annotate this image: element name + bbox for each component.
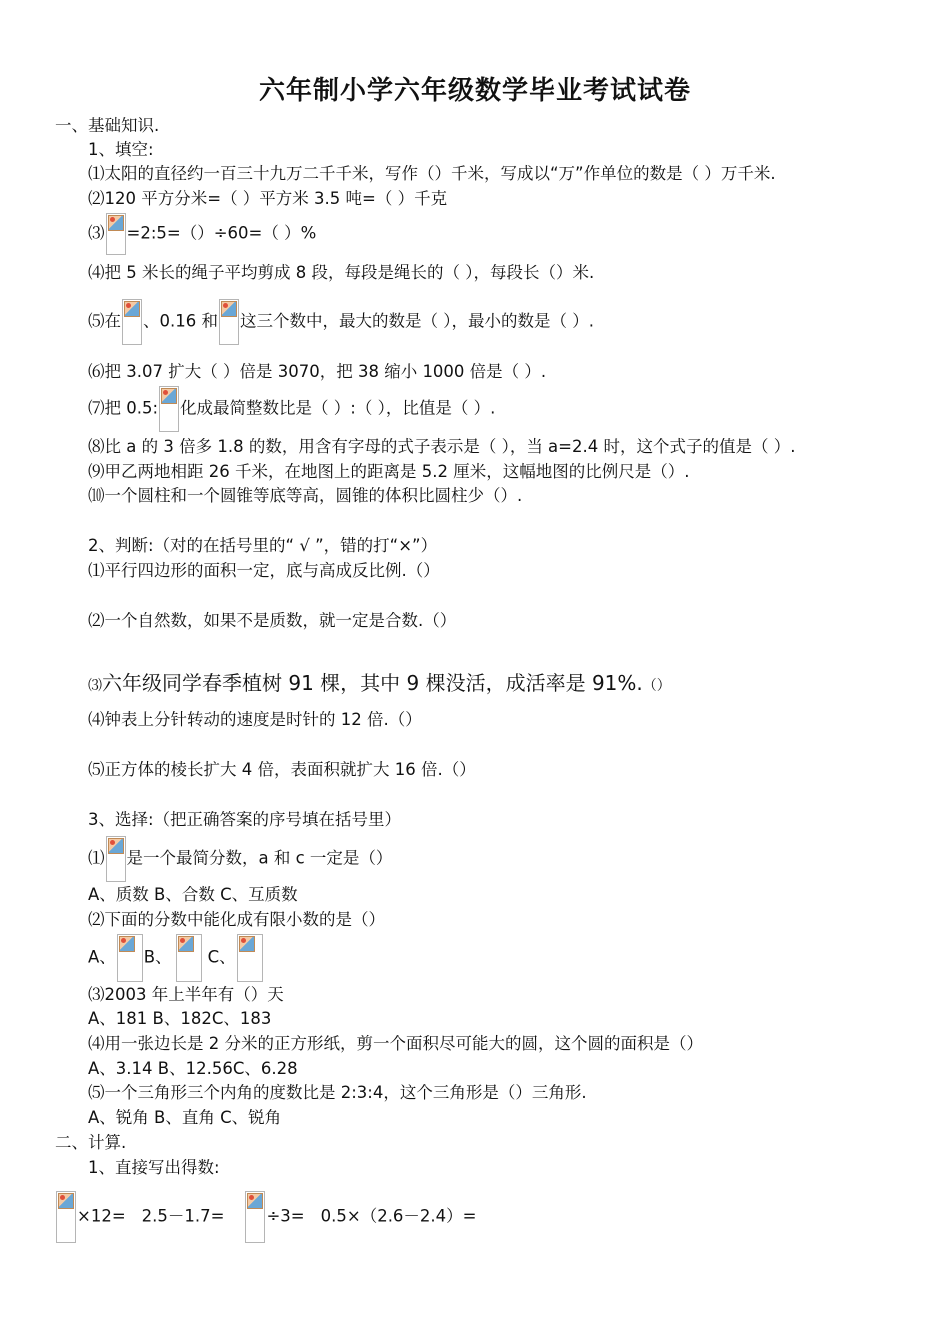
choice-q1-options: A、质数 B、合数 C、互质数 [88, 885, 298, 904]
fraction-image-placeholder [56, 1191, 76, 1243]
fill-q1: ⑴太阳的直径约一百三十九万二千千米，写作（）千米，写成以“万”作单位的数是（ ）万千米. [88, 164, 776, 183]
fill-blank-heading: 1、填空: [88, 140, 154, 159]
fraction-image-placeholder [122, 299, 142, 345]
calc-expr-4: 0.5×（2.6－2.4）= [320, 1206, 477, 1226]
fraction-image-placeholder [237, 934, 263, 982]
page-title: 六年制小学六年级数学毕业考试试卷 [258, 76, 691, 106]
judge-heading: 2、判断:（对的在括号里的“ √ ”，错的打“×”） [88, 536, 438, 555]
fill-q9: ⑼甲乙两地相距 26 千米，在地图上的距离是 5.2 厘米，这幅地图的比例尺是（）. [88, 462, 690, 481]
choice-q2-option-b: B、 [143, 947, 172, 967]
choice-q4: ⑷用一张边长是 2 分米的正方形纸，剪一个面积尽可能大的圆，这个圆的面积是（） [88, 1034, 703, 1053]
choice-q4-options: A、3.14 B、12.56C、6.28 [88, 1059, 298, 1078]
fill-q5-start: ⑸在 [88, 311, 121, 331]
fill-q4: ⑷把 5 米长的绳子平均剪成 8 段，每段是绳长的（ ），每段长（）米. [88, 263, 595, 282]
fill-q8: ⑻比 a 的 3 倍多 1.8 的数，用含有字母的式子表示是（ ），当 a=2.4 时，这个式子的值是（ ）. [88, 437, 796, 456]
fraction-image-placeholder [176, 934, 202, 982]
fraction-image-placeholder [159, 386, 179, 432]
choice-heading: 3、选择:（把正确答案的序号填在括号里） [88, 810, 402, 829]
section-1-heading: 一、基础知识. [55, 116, 160, 135]
fraction-image-placeholder [106, 213, 126, 255]
fill-q7-end: 化成最简整数比是（ ）:（ ），比值是（ ）. [180, 398, 496, 418]
fill-q5 [88, 299, 594, 345]
judge-q2: ⑵一个自然数，如果不是质数，就一定是合数.（） [88, 611, 457, 630]
choice-q3: ⑶2003 年上半年有（）天 [88, 985, 284, 1004]
fill-q3 [88, 213, 316, 255]
calc-expr-2: 2.5－1.7= [141, 1206, 225, 1226]
judge-q1: ⑴平行四边形的面积一定，底与高成反比例.（） [88, 561, 440, 580]
calc-row [55, 1191, 477, 1243]
fraction-image-placeholder [245, 1191, 265, 1243]
fill-q10: ⑽一个圆柱和一个圆锥等底等高，圆锥的体积比圆柱少（）. [88, 486, 523, 505]
choice-q1-text: 是一个最简分数，a 和 c 一定是（） [126, 848, 393, 868]
judge-q5: ⑸正方体的棱长扩大 4 倍，表面积就扩大 16 倍.（） [88, 760, 476, 779]
fill-q7 [88, 386, 495, 432]
choice-q5-options: A、锐角 B、直角 C、锐角 [88, 1108, 282, 1127]
choice-q2-option-a: A、 [88, 947, 116, 967]
fill-q5-end: 这三个数中，最大的数是（ ），最小的数是（ ）. [239, 311, 594, 331]
choice-q2: ⑵下面的分数中能化成有限小数的是（） [88, 910, 385, 929]
judge-q3-number: ⑶ [88, 678, 102, 694]
fraction-image-placeholder [106, 836, 126, 882]
calc-expr-1: ×12= [77, 1206, 126, 1226]
judge-q3-text: 六年级同学春季植树 91 棵，其中 9 棵没活，成活率是 91%. [102, 671, 643, 695]
judge-q4: ⑷钟表上分针转动的速度是时针的 12 倍.（） [88, 710, 422, 729]
calc-heading: 1、直接写出得数: [88, 1158, 220, 1177]
choice-q1-number: ⑴ [88, 848, 105, 868]
fill-q3-text: =2:5=（）÷60=（ ）% [126, 223, 317, 243]
section-2-heading: 二、计算. [55, 1133, 127, 1152]
fill-q5-mid: 、0.16 和 [143, 311, 218, 331]
choice-q1 [88, 836, 392, 882]
fill-q7-start: ⑺把 0.5: [88, 398, 159, 418]
choice-q3-options: A、181 B、182C、183 [88, 1009, 272, 1028]
fill-q6: ⑹把 3.07 扩大（ ）倍是 3070，把 38 缩小 1000 倍是（ ）. [88, 362, 547, 381]
fill-q2: ⑵120 平方分米=（ ）平方米 3.5 吨=（ ）千克 [88, 189, 448, 208]
judge-q3-paren: （） [642, 678, 671, 694]
choice-q5: ⑸一个三角形三个内角的度数比是 2:3:4，这个三角形是（）三角形. [88, 1083, 587, 1102]
choice-q2-options [88, 934, 264, 982]
judge-q3 [88, 672, 671, 697]
fraction-image-placeholder [219, 299, 239, 345]
fill-q3-number: ⑶ [88, 223, 105, 243]
calc-expr-3: ÷3= [266, 1206, 305, 1226]
choice-q2-option-c: C、 [207, 947, 236, 967]
fraction-image-placeholder [117, 934, 143, 982]
